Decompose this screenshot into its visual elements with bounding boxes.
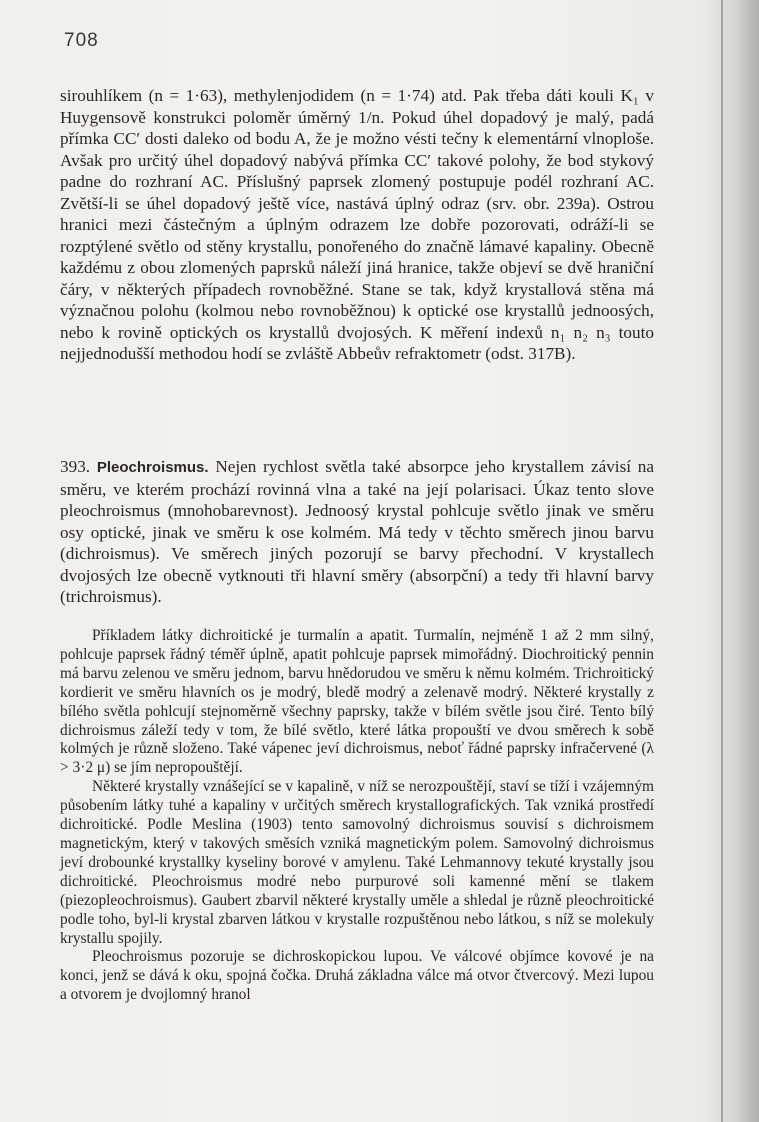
body-paragraph-1 [60, 85, 654, 365]
section-text: Nejen rychlost světla také absorpce jeho krystallem závisí na směru, ve kterém prochází rovinná vlna a také na její polarisaci. Úkaz tento slove pleochroismus (mnohobarevnost). Jednoosý krystal pohlcuje světlo jinak ve směru osy optické, jinak ve směru k ose kolmém. Má tedy v těchto směrech jinou barvu (dichroismus). Ve směrech jiných pozorují se barvy přechodní. V krystallech dvojosých lze obecně vytknouti tři hlavní směry (absorpční) a tedy tři hlavní barvy (trichroismus). [60, 457, 655, 606]
section-title: Pleochroismus. [96, 459, 209, 476]
note-paragraph-2: Některé krystally vznášející se v kapalině, v níž se nerozpouštějí, staví se tíží i vzájemným působením látky tuhé a kapaliny v určitých směrech krystallografických. Tak vzniká prostředí dichroitické. Podle Meslina (1903) tento samovolný dichroismus souvisí s dichroismem magnetickým, který v takových směsích vzniká magnetickým polem. Samovolný dichroismus jeví drobounké krystallky kyseliny borové v amylenu. Také Lehmannovy tekuté krystally jsou dichroitické. Pleochroismus modré nebo purpurové soli kamenné mění se tlakem (piezopleochroismus). Gaubert zbarvil některé krystally uměle a shledal je různě pleochroitické podle toho, byl-li krystal zbarven látkou v krystalle rozpuštěnou nebo látkou, s níž se molekuly krystallu spojily. [60, 778, 654, 947]
small-print-notes [60, 627, 654, 1005]
page-number: 708 [64, 30, 99, 51]
note-paragraph-1: Příkladem látky dichroitické je turmalín a apatit. Turmalín, nejméně 1 až 2 mm silný, pohlcuje paprsek řádný téměř úplně, apatit pohlcuje paprsek mimořádný. Diochroitický pennin má barvu zelenou ve směru jednom, barvu hnědorudou ve směru k němu kolmém. Trichroitický kordierit ve směru hlavních os je modrý, bledě modrý a zelenavě modrý. Některé krystally z bílého světla pohlcují stejnoměrně všechny paprsky, takže v bílém světle jsou čiré. Tento bílý dichroismus záleží tedy v tom, že bílé světlo, které látka propouští ve dvou směrech k sobě kolmých je různě složeno. Také vápenec jeví dichroismus, neboť řádné paprsky infračervené (λ > 3·2 μ) se jím nepropouštějí. [60, 627, 654, 777]
note-paragraph-3: Pleochroismus pozoruje se dichroskopickou lupou. Ve válcové objímce kovové je na konci, jenž se dává k oku, spojná čočka. Druhá základna válce má otvor čtvercový. Mezi lupou a otvorem je dvojlomný hranol [60, 948, 654, 1004]
section-393 [60, 456, 654, 608]
page-spine-shadow [707, 0, 759, 1122]
paragraph-text: sirouhlíkem (n = 1·63), methylenjodidem (n = 1·74) atd. Pak třeba dáti kouli K₁ v Huygensově konstrukci poloměr úměrný 1/n. Pokud úhel dopadový je malý, padá přímka CC′ dosti daleko od bodu A, že je možno vésti tečny k elementární vlnoploše. Avšak pro určitý úhel dopadový nabývá přímka CC′ takové polohy, že bod stykový padne do rozhraní AC. Příslušný paprsek zlomený postupuje podél rozhraní AC. Zvětší-li se úhel dopadový ještě více, nastává úplný odraz (srv. obr. 239a). Ostrou hranici mezi částečným a úplným odrazem lze dobře pozorovati, odráží-li se rozptýlené světlo od stěny krystallu, ponořeného do značně lámavé kapaliny. Obecně každému z obou zlomených paprsků náleží jiná hranice, takže objeví se dvě hraniční čáry, v některých případech rovnoběžné. Stane se tak, když krystallová stěna má význačnou polohu (kolmou nebo rovnoběžnou) k optické ose krystallů jednoosých, nebo k rovině optických os krystallů dvojosých. K měření indexů n₁ n₂ n₃ touto nejjednodušší methodou hodí se zvláště Abbeův refraktometr (odst. 317B). [60, 86, 654, 363]
section-number: 393. [60, 457, 91, 476]
page-gutter-line [721, 0, 723, 1122]
section-paragraph [60, 456, 654, 608]
